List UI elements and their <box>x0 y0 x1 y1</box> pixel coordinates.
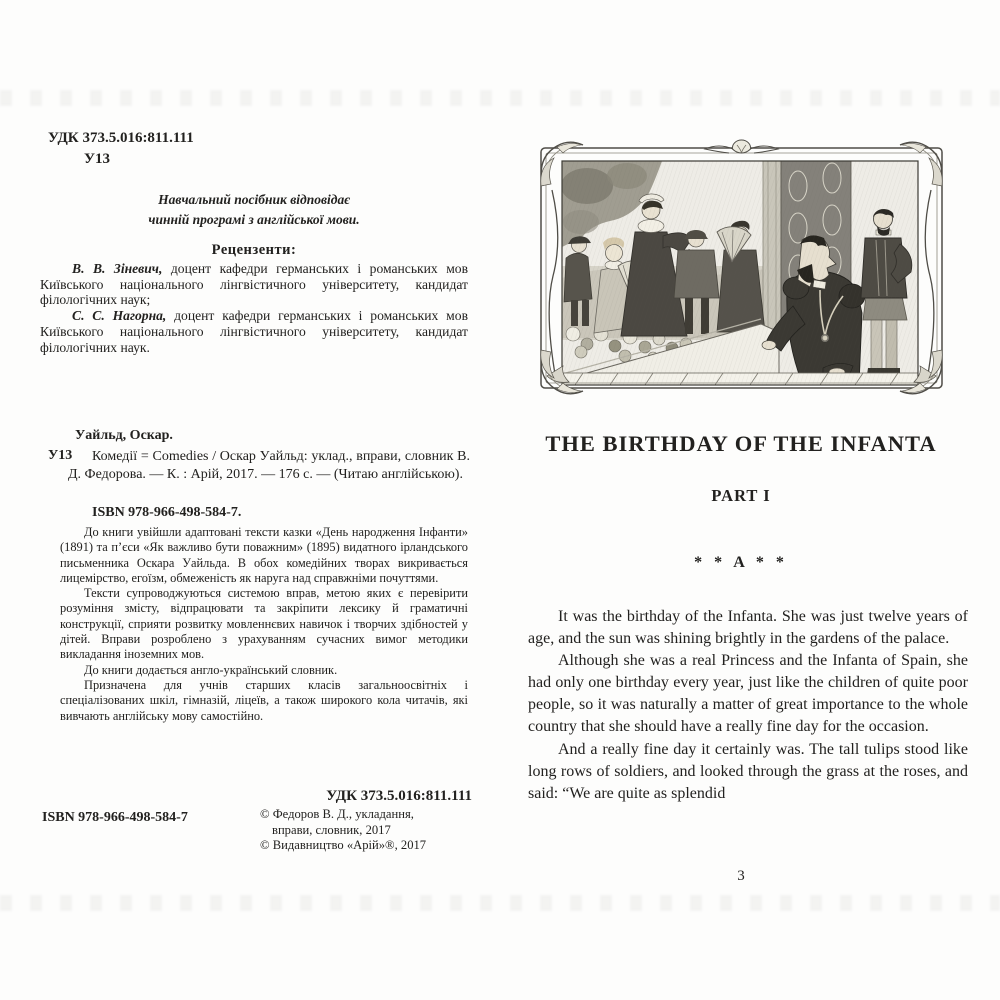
annotation-paragraph: До книги увійшли адаптовані тексти казки «День народження Інфанти» (1891) та п’єси «Як важливо бути поважним» (1895) видатного ірландського письменника Оскара Уайльда. В обох комедійних творах викривається лицемірство, егоїзм, обмеженість як наруга над справжніми почуттями. <box>60 525 468 585</box>
reviewer-text: доцент кафедри германських і романських мов Київського національного лінгвістичного університету, кандидат філологічних наук; <box>40 261 469 308</box>
infanta-court-illustration-svg <box>535 138 948 400</box>
edition-note-line1: Навчальний посібник відповідає <box>158 192 350 207</box>
footer-isbn: ISBN 978-966-498-584-7 <box>42 810 188 825</box>
infanta-court-illustration <box>535 138 948 400</box>
reviewers-heading: Рецензенти: <box>211 242 297 258</box>
page-number: 3 <box>737 868 745 884</box>
scan-noise-bottom <box>0 895 1000 911</box>
story-paragraph: And a really fine day it certainly was. The tall tulips stood like long rows of soldiers, and looked through the grass at the roses, and said: “We are quite as splendid <box>528 740 968 802</box>
copyright-compiler: © Федоров В. Д., укладання, <box>260 807 414 821</box>
reviewer-name: С. С. Нагорна, <box>72 308 167 324</box>
catalog-isbn: ISBN 978-966-498-584-7. <box>92 505 242 520</box>
catalog-entry-code: У13 <box>48 448 73 463</box>
engraving-scene <box>561 161 918 385</box>
footer-udc: УДК 373.5.016:811.111 <box>326 788 472 804</box>
story-paragraph: Although she was a real Princess and the Infanta of Spain, she had only one birthday every year, just like the children of quite poor people, so it was naturally a matter of great importance to the whole country that she should have a really fine day for the occasion. <box>528 652 968 736</box>
reviewer-entry <box>40 261 468 308</box>
part-heading: PART I <box>711 486 771 505</box>
udc-block <box>48 128 194 170</box>
udc-number: УДК 373.5.016:811.111 <box>48 130 194 146</box>
udc-author-sign: У13 <box>84 151 111 167</box>
annotation-paragraph: Тексти супроводжуються системою вправ, метою яких є перевірити розуміння змісту, відпрацювати та закріпити лексику й граматичні конструкції, сприяти розвитку мовленнєвих навичок і творчих здібностей у дітей. Вправи розроблено з урахуванням сучасних вимог методики викладання іноземних мов. <box>60 586 468 662</box>
story-title: THE BIRTHDAY OF THE INFANTA <box>545 431 937 456</box>
copyright-block <box>260 807 478 854</box>
scan-noise-top <box>0 90 1000 106</box>
reviewer-text: доцент кафедри германських і романських мов Київського національного лінгвістичного університету, кандидат філологічних наук. <box>40 308 468 355</box>
annotation <box>60 525 468 724</box>
frame-top-ornament <box>705 140 778 153</box>
edition-note-line2: чинній програмі з англійської мови. <box>148 212 360 227</box>
reviewer-name: В. В. Зіневич, <box>72 261 163 276</box>
reviewers-list <box>40 261 468 355</box>
story-body <box>528 606 968 805</box>
reviewer-entry <box>40 308 468 355</box>
story-paragraph: It was the birthday of the Infanta. She was just twelve years of age, and the sun was shining brightly in the gardens of the palace. <box>528 608 968 648</box>
section-marker: * * A * * <box>694 554 788 571</box>
copyright-publisher: © Видавництво «Арій»®, 2017 <box>260 838 427 853</box>
annotation-paragraph: До книги додається англо-український словник. <box>84 662 338 677</box>
edition-note <box>38 190 470 230</box>
annotation-paragraph: Призначена для учнів старших класів загальноосвітніх і спеціалізованих шкіл, гімназій, ліцеїв, а також широкого кола читачів, які вивчають англійську мову самостійно. <box>60 677 468 723</box>
catalog-entry: Комедії = Comedies / Оскар Уайльд: уклад., вправи, словник В. Д. Федорова. — К. : Арій, 2017. — 176 с. — (Читаю англійською). <box>68 449 470 483</box>
copyright-compiler-cont: вправи, словник, 2017 <box>272 822 391 837</box>
catalog-author-heading: Уайльд, Оскар. <box>75 428 173 443</box>
